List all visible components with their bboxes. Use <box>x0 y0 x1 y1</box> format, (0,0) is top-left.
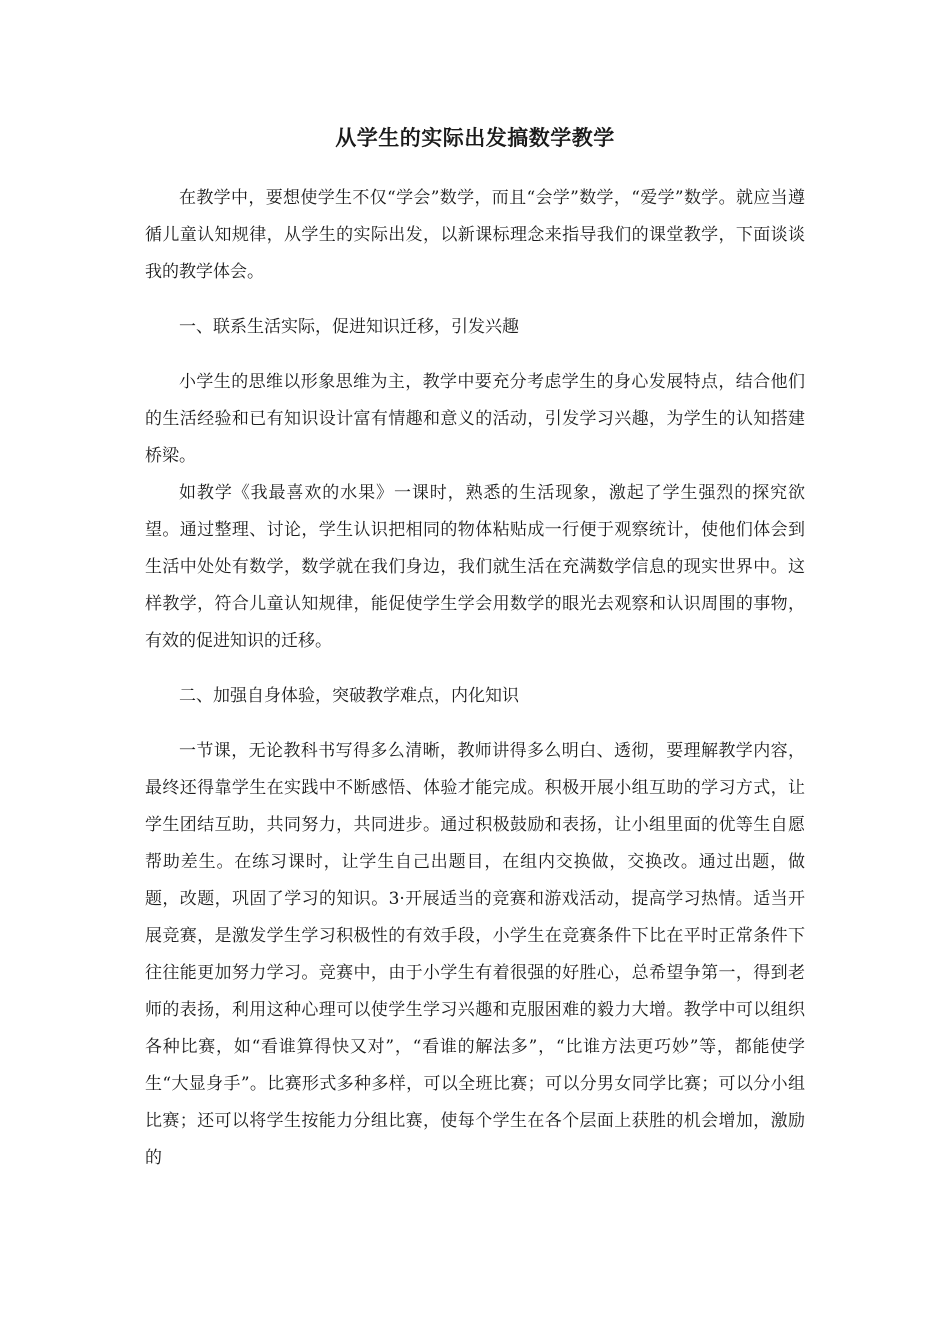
section-2-paragraph-1: 一节课，无论教科书写得多么清晰，教师讲得多么明白、透彻，要理解教学内容，最终还得靠学生在实践中不断感悟、体验才能完成。积极开展小组互助的学习方式，让学生团结互助，共同努力，共同进步。通过积极鼓励和表扬，让小组里面的优等生自愿帮助差生。在练习课时，让学生自己出题目，在组内交换做，交换改。通过出题，做题，改题，巩固了学习的知识。3·开展适当的竞赛和游戏活动，提高学习热情。适当开展竞赛，是激发学生学习积极性的有效手段，小学生在竞赛条件下比在平时正常条件下往往能更加努力学习。竞赛中，由于小学生有着很强的好胜心，总希望争第一，得到老师的表扬，利用这种心理可以使学生学习兴趣和克服困难的毅力大增。教学中可以组织各种比赛，如“看谁算得快又对”，“看谁的解法多”，“比谁方法更巧妙”等，都能使学生“大显身手”。比赛形式多种多样，可以全班比赛；可以分男女同学比赛；可以分小组比赛；还可以将学生按能力分组比赛，使每个学生在各个层面上获胜的机会增加，激励的 <box>145 741 805 1168</box>
section-1-paragraph-1: 小学生的思维以形象思维为主，教学中要充分考虑学生的身心发展特点，结合他们的生活经验和已有知识设计富有情趣和意义的活动，引发学习兴趣，为学生的认知搭建桥梁。 <box>145 372 805 466</box>
section-1-heading: 一、联系生活实际，促进知识迁移，引发兴趣 <box>179 317 519 337</box>
intro-paragraph: 在教学中，要想使学生不仅“学会”数学，而且“会学”数学，“爱学”数学。就应当遵循儿童认知规律，从学生的实际出发，以新课标理念来指导我们的课堂教学，下面谈谈我的教学体会。 <box>145 188 805 282</box>
section-2-heading: 二、加强自身体验，突破教学难点，内化知识 <box>179 686 519 706</box>
document-title: 从学生的实际出发搞数学教学 <box>335 125 615 150</box>
document-page <box>145 118 805 1177</box>
section-1-paragraph-2: 如教学《我最喜欢的水果》一课时，熟悉的生活现象，激起了学生强烈的探究欲望。通过整理、讨论，学生认识把相同的物体粘贴成一行便于观察统计，使他们体会到生活中处处有数学，数学就在我们身边，我们就生活在充满数学信息的现实世界中。这样教学，符合儿童认知规律，能促使学生学会用数学的眼光去观察和认识周围的事物，有效的促进知识的迁移。 <box>145 483 805 651</box>
